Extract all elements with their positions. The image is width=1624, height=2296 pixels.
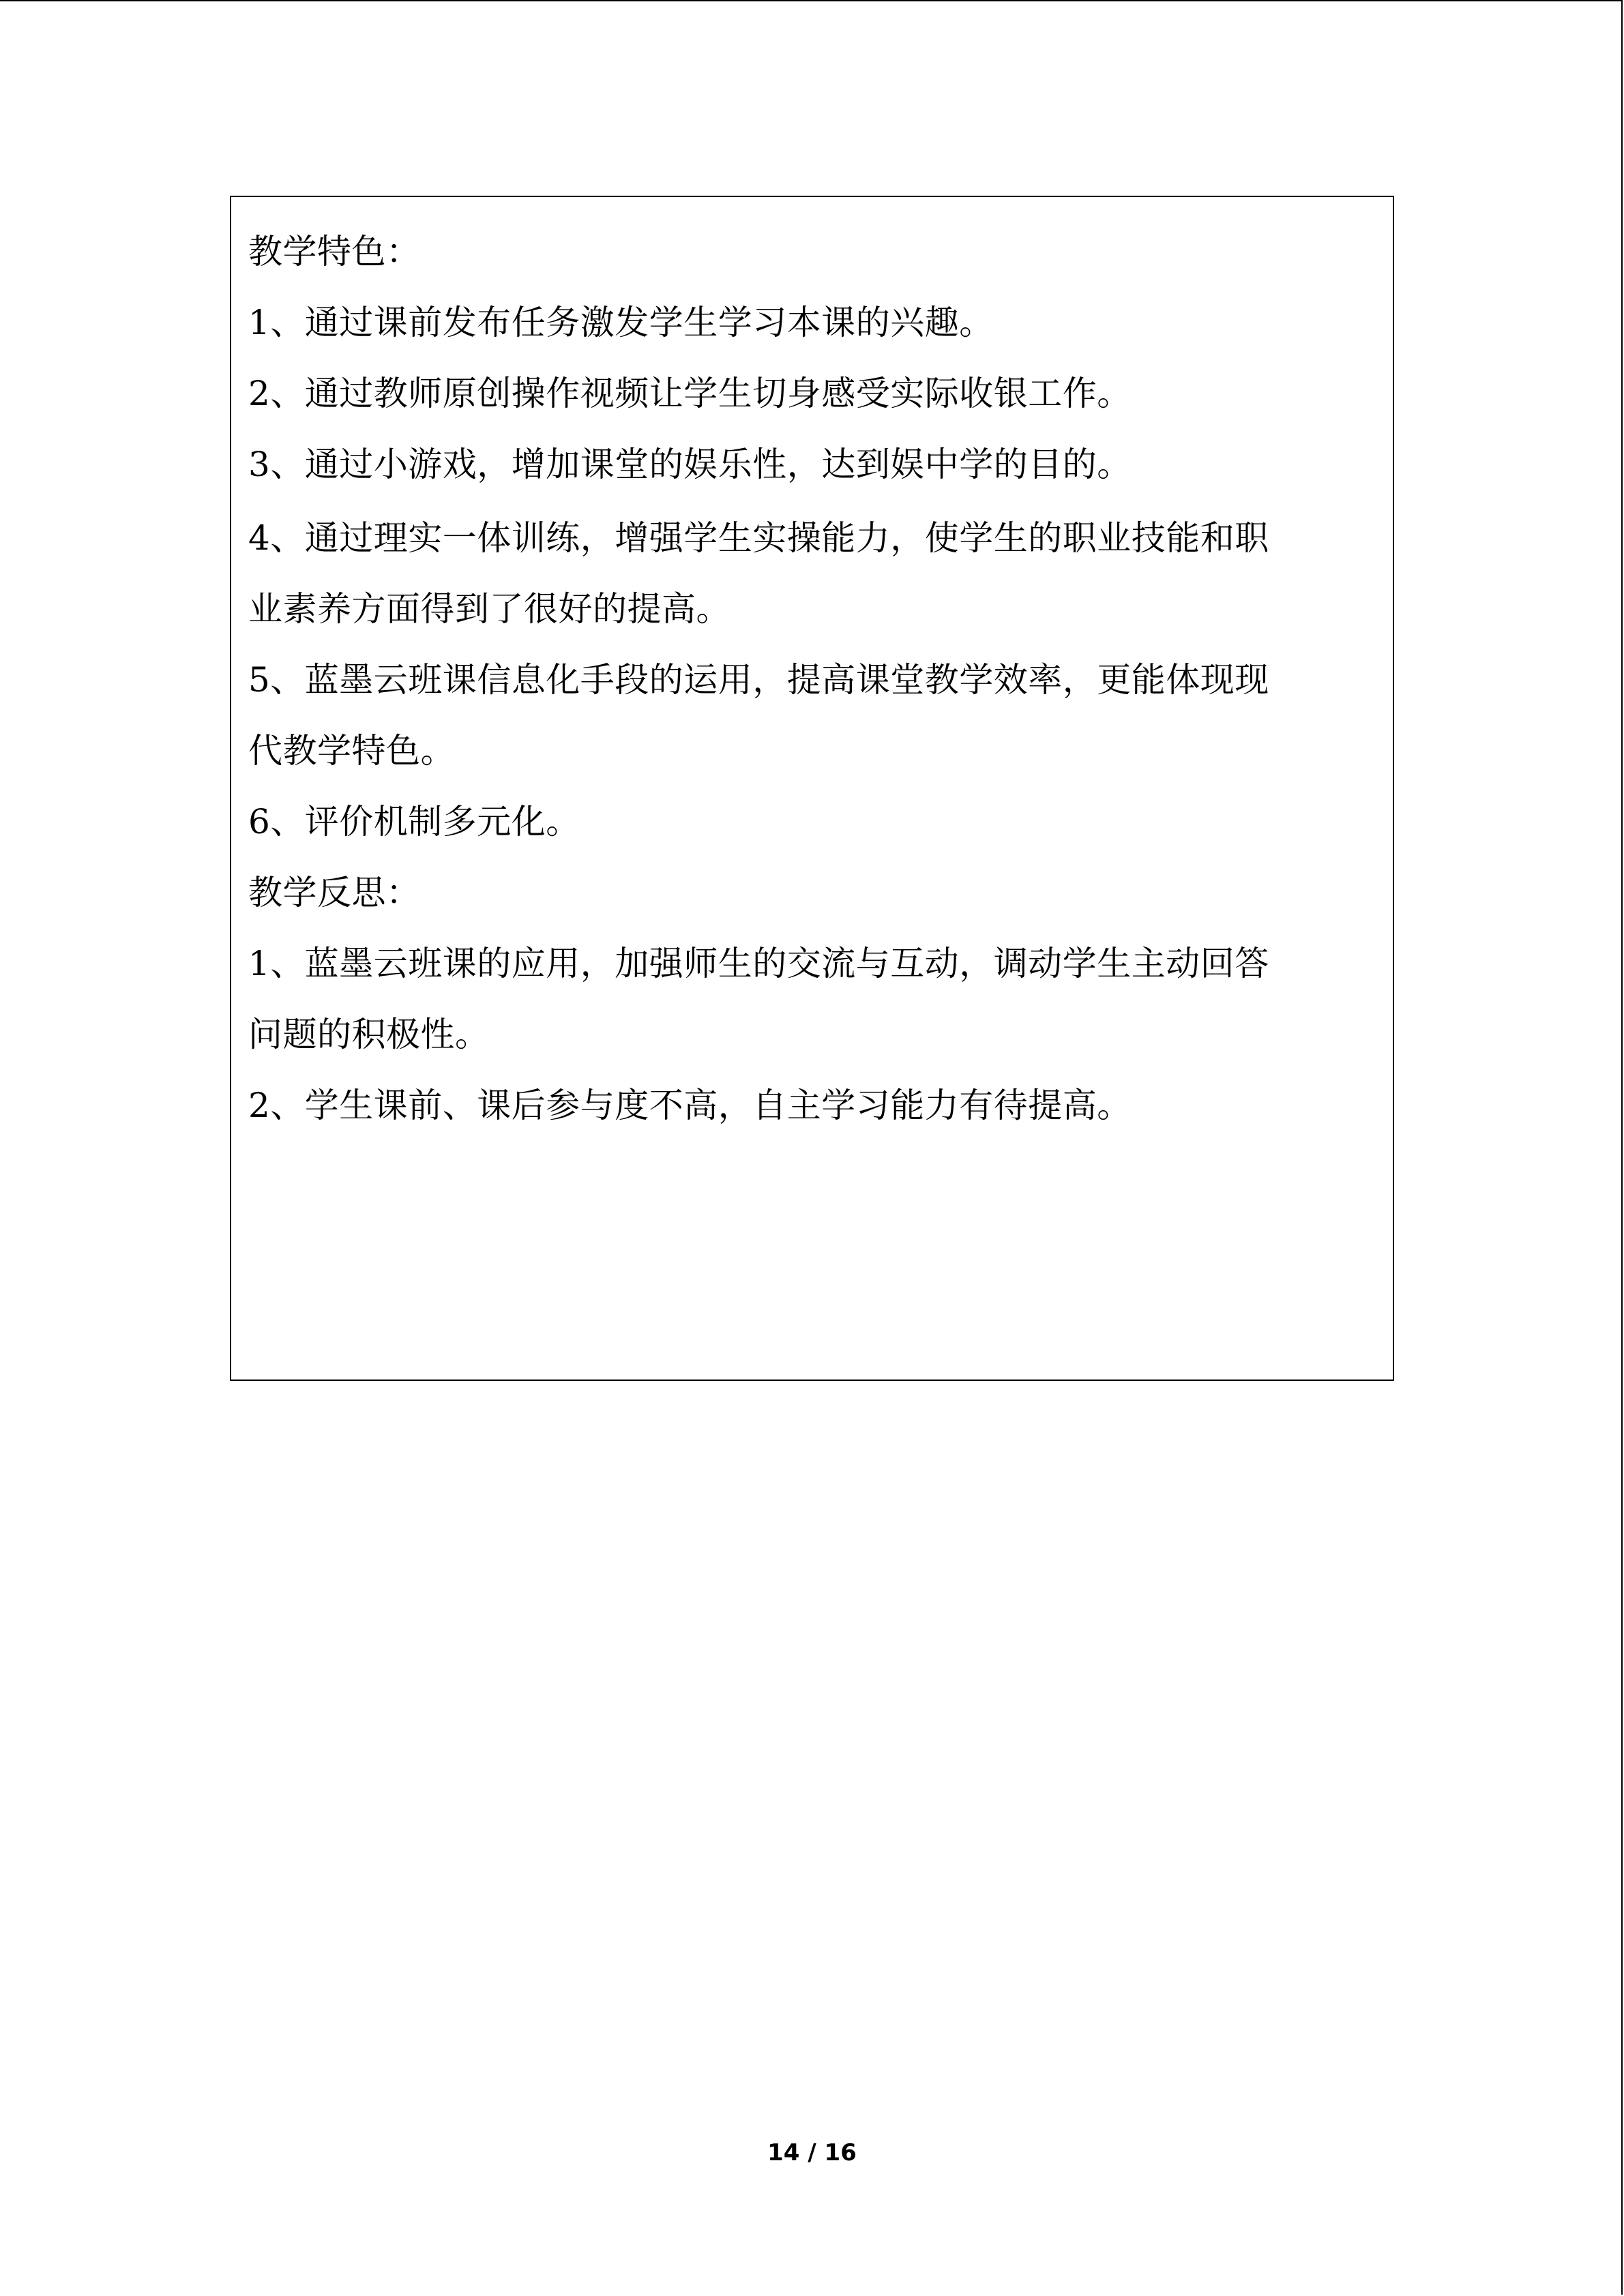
feature-item-6 [248,786,1382,857]
feature-line-continued: 代教学特色。 [248,731,455,771]
teaching-notes-box [230,196,1394,1381]
reflection-line: 1、蓝墨云班课的应用，加强师生的交流与互动，调动学生主动回答 [248,944,1269,983]
reflection-heading: 教学反思： [248,873,421,912]
feature-line: 2、通过教师原创操作视频让学生切身感受实际收银工作。 [248,374,1132,413]
reflection-line-continued: 问题的积极性。 [248,1015,490,1054]
feature-line: 3、通过小游戏，增加课堂的娱乐性，达到娱中学的目的。 [248,445,1132,484]
feature-line: 5、蓝墨云班课信息化手段的运用，提高课堂教学效率，更能体现现 [248,660,1269,700]
reflection-item-2 [248,1070,1382,1141]
feature-line-continued: 业素养方面得到了很好的提高。 [248,589,730,629]
feature-item-2 [248,358,1382,429]
feature-item-3 [248,429,1382,500]
features-heading: 教学特色： [248,232,421,271]
feature-item-4 [248,503,1382,644]
reflection-item-1 [248,928,1382,1070]
feature-line: 4、通过理实一体训练，增强学生实操能力，使学生的职业技能和职 [248,518,1269,558]
teaching-notes-text [248,216,1382,1141]
feature-line: 1、通过课前发布任务激发学生学习本课的兴趣。 [248,303,994,342]
reflection-line: 2、学生课前、课后参与度不高，自主学习能力有待提高。 [248,1086,1132,1125]
feature-item-5 [248,644,1382,786]
feature-line: 6、评价机制多元化。 [248,802,580,841]
page-number: 14 / 16 [767,2139,857,2166]
feature-item-1 [248,287,1382,358]
